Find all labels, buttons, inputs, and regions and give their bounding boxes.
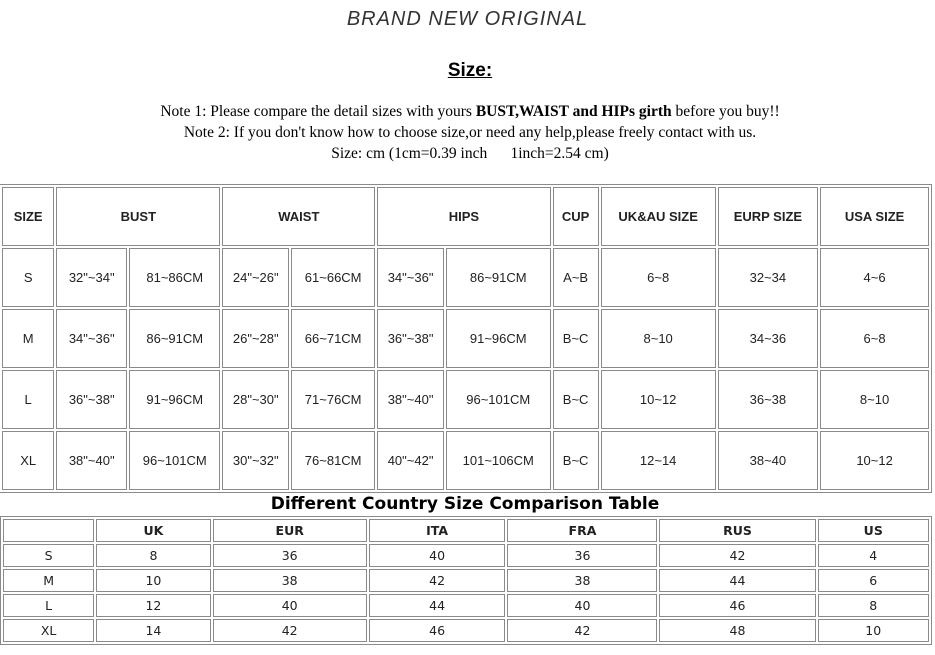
header-eur: EUR	[213, 519, 367, 542]
comparison-header-row	[3, 519, 929, 542]
size-chart-table	[0, 184, 932, 493]
table-cell: 71~76CM	[291, 370, 375, 429]
table-cell: 34~36	[718, 309, 819, 368]
table-cell: 4~6	[820, 248, 929, 307]
table-cell: 40	[507, 594, 657, 617]
table-cell: B~C	[553, 370, 599, 429]
table-cell: 96~101CM	[446, 370, 551, 429]
header-empty	[3, 519, 94, 542]
table-cell: 8~10	[820, 370, 929, 429]
table-cell: 40	[369, 544, 506, 567]
table-cell: 36"~38"	[377, 309, 444, 368]
table-cell: 4	[818, 544, 930, 567]
table-cell: 42	[659, 544, 815, 567]
table-cell: 36~38	[718, 370, 819, 429]
table-cell: A~B	[553, 248, 599, 307]
table-cell: 38"~40"	[56, 431, 127, 490]
table-cell: 34"~36"	[377, 248, 444, 307]
table-row	[2, 248, 929, 307]
table-cell: 96~101CM	[129, 431, 220, 490]
header-ita: ITA	[369, 519, 506, 542]
table-row	[2, 370, 929, 429]
table-cell: 66~71CM	[291, 309, 375, 368]
header-us: US	[818, 519, 930, 542]
brand-heading: BRAND NEW ORIGINAL	[346, 8, 589, 30]
table-cell: 32~34	[718, 248, 819, 307]
table-cell: 10	[818, 619, 930, 642]
table-cell: 6~8	[820, 309, 929, 368]
header-bust: BUST	[56, 187, 220, 246]
table-cell: 36	[213, 544, 367, 567]
table-cell: 14	[96, 619, 211, 642]
size-chart-header-row	[2, 187, 929, 246]
table-cell: XL	[3, 619, 94, 642]
note-1-emphasis: BUST,WAIST and HIPs girth	[475, 103, 672, 120]
table-cell: 38	[213, 569, 367, 592]
table-cell: 28"~30"	[222, 370, 289, 429]
table-cell: 42	[507, 619, 657, 642]
table-cell: 38	[507, 569, 657, 592]
table-cell: S	[3, 544, 94, 567]
table-cell: 10	[96, 569, 211, 592]
note-2: Note 2: If you don't know how to choose size,or need any help,please freely contact with us.	[183, 124, 757, 141]
table-cell: 6	[818, 569, 930, 592]
table-cell: 32"~34"	[56, 248, 127, 307]
table-cell: M	[3, 569, 94, 592]
note-1: Note 1: Please compare the detail sizes with yours BUST,WAIST and HIPs girth before you buy!!	[160, 103, 780, 120]
table-cell: 10~12	[601, 370, 716, 429]
comparison-title: Different Country Size Comparison Table	[270, 494, 660, 514]
table-cell: L	[2, 370, 54, 429]
table-cell: 40	[213, 594, 367, 617]
table-cell: B~C	[553, 431, 599, 490]
size-title: Size:	[447, 60, 493, 81]
table-row	[3, 544, 929, 567]
table-cell: 10~12	[820, 431, 929, 490]
table-cell: 76~81CM	[291, 431, 375, 490]
table-cell: 46	[369, 619, 506, 642]
table-cell: 36	[507, 544, 657, 567]
table-cell: 48	[659, 619, 815, 642]
table-row	[2, 431, 929, 490]
table-cell: 91~96CM	[129, 370, 220, 429]
table-row	[3, 569, 929, 592]
header-size: SIZE	[2, 187, 54, 246]
table-cell: 6~8	[601, 248, 716, 307]
table-cell: 8	[818, 594, 930, 617]
header-uk-au-size: UK&AU SIZE	[601, 187, 716, 246]
table-cell: 44	[659, 569, 815, 592]
table-cell: 44	[369, 594, 506, 617]
table-cell: 46	[659, 594, 815, 617]
table-cell: 12~14	[601, 431, 716, 490]
table-cell: 34"~36"	[56, 309, 127, 368]
table-cell: 12	[96, 594, 211, 617]
table-cell: 38"~40"	[377, 370, 444, 429]
table-cell: 42	[369, 569, 506, 592]
table-cell: 101~106CM	[446, 431, 551, 490]
table-cell: 26"~28"	[222, 309, 289, 368]
table-cell: 86~91CM	[129, 309, 220, 368]
header-hips: HIPS	[377, 187, 550, 246]
table-row	[2, 309, 929, 368]
table-cell: 38~40	[718, 431, 819, 490]
table-cell: B~C	[553, 309, 599, 368]
table-cell: 8~10	[601, 309, 716, 368]
table-cell: 42	[213, 619, 367, 642]
table-cell: 81~86CM	[129, 248, 220, 307]
header-eurp-size: EURP SIZE	[718, 187, 819, 246]
table-cell: S	[2, 248, 54, 307]
header-usa-size: USA SIZE	[820, 187, 929, 246]
table-cell: 91~96CM	[446, 309, 551, 368]
table-cell: M	[2, 309, 54, 368]
table-row	[3, 594, 929, 617]
table-cell: 61~66CM	[291, 248, 375, 307]
table-cell: 40"~42"	[377, 431, 444, 490]
table-cell: 36"~38"	[56, 370, 127, 429]
size-unit-note: Size: cm (1cm=0.39 inch 1inch=2.54 cm)	[331, 145, 609, 162]
table-cell: 8	[96, 544, 211, 567]
header-fra: FRA	[507, 519, 657, 542]
country-comparison-table	[0, 516, 932, 645]
table-cell: XL	[2, 431, 54, 490]
header-cup: CUP	[553, 187, 599, 246]
header-uk: UK	[96, 519, 211, 542]
table-cell: L	[3, 594, 94, 617]
table-row	[3, 619, 929, 642]
header-rus: RUS	[659, 519, 815, 542]
table-cell: 86~91CM	[446, 248, 551, 307]
table-cell: 24"~26"	[222, 248, 289, 307]
header-waist: WAIST	[222, 187, 375, 246]
table-cell: 30"~32"	[222, 431, 289, 490]
